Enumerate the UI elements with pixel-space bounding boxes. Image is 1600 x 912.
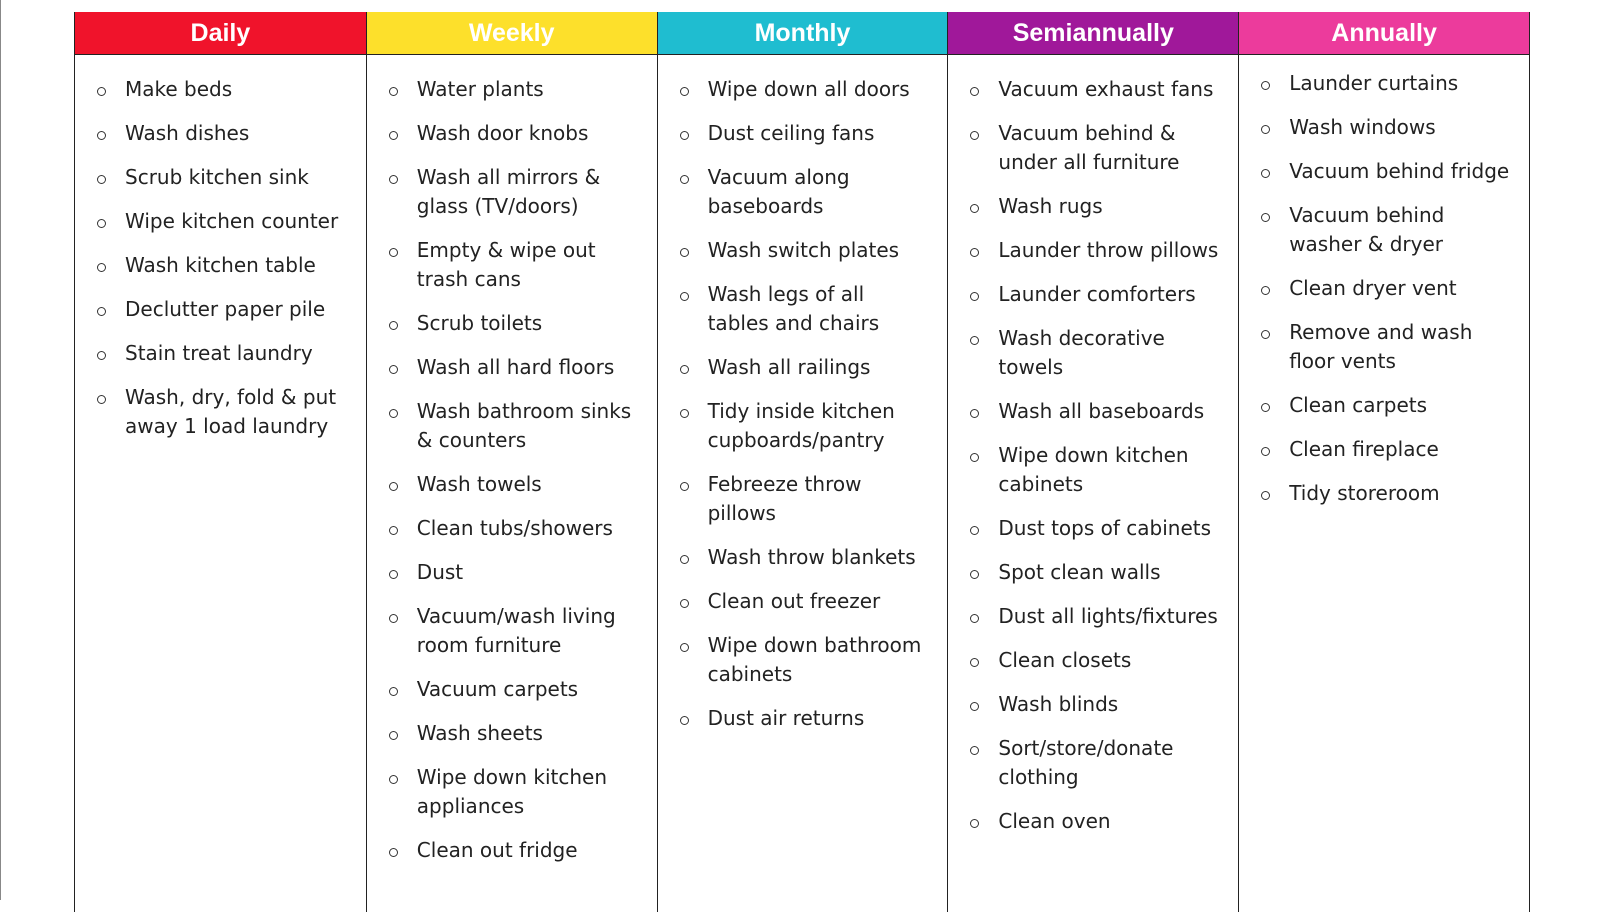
circle-bullet-icon: [970, 248, 979, 257]
task-text: Launder comforters: [998, 282, 1196, 306]
task-text: Wipe down all doors: [707, 77, 910, 101]
task-item: [970, 324, 1222, 382]
task-item: [389, 397, 641, 455]
circle-bullet-icon: [1261, 81, 1270, 90]
task-text: Dust all lights/fixtures: [998, 604, 1218, 628]
circle-bullet-icon: [389, 87, 398, 96]
column-weekly: [366, 12, 657, 912]
circle-bullet-icon: [97, 87, 106, 96]
column-header-weekly: Weekly: [367, 12, 657, 55]
task-item: [1261, 318, 1513, 376]
task-item: [389, 353, 641, 382]
task-item: [389, 602, 641, 660]
task-item: [680, 470, 932, 528]
circle-bullet-icon: [1261, 330, 1270, 339]
task-item: [389, 75, 641, 104]
task-item: [1261, 479, 1513, 508]
task-text: Vacuum exhaust fans: [998, 77, 1214, 101]
task-item: [389, 309, 641, 338]
column-daily: [75, 12, 366, 912]
circle-bullet-icon: [1261, 403, 1270, 412]
circle-bullet-icon: [389, 775, 398, 784]
task-text: Wash all baseboards: [998, 399, 1205, 423]
task-text: Wipe down bathroom cabinets: [707, 633, 922, 686]
task-item: [970, 280, 1222, 309]
task-text: Wash sheets: [416, 721, 543, 745]
task-item: [97, 163, 350, 192]
column-semiannually: [947, 12, 1238, 912]
task-text: Water plants: [416, 77, 544, 101]
task-text: Wipe down kitchen cabinets: [998, 443, 1189, 496]
task-item: [389, 558, 641, 587]
task-list: [367, 55, 657, 865]
circle-bullet-icon: [389, 131, 398, 140]
task-text: Wash all mirrors & glass (TV/doors): [416, 165, 601, 218]
task-item: [970, 514, 1222, 543]
task-item: [1261, 435, 1513, 464]
page-edge: [0, 0, 1, 900]
task-text: Launder curtains: [1289, 71, 1459, 95]
circle-bullet-icon: [1261, 125, 1270, 134]
circle-bullet-icon: [97, 307, 106, 316]
circle-bullet-icon: [970, 526, 979, 535]
column-annually: [1238, 12, 1529, 912]
circle-bullet-icon: [970, 658, 979, 667]
circle-bullet-icon: [680, 87, 689, 96]
circle-bullet-icon: [389, 482, 398, 491]
task-item: [1261, 274, 1513, 303]
task-text: Clean carpets: [1289, 393, 1428, 417]
circle-bullet-icon: [970, 570, 979, 579]
task-item: [680, 587, 932, 616]
task-item: [970, 807, 1222, 836]
task-text: Tidy storeroom: [1289, 481, 1440, 505]
task-item: [970, 75, 1222, 104]
circle-bullet-icon: [389, 248, 398, 257]
task-item: [1261, 113, 1513, 142]
task-list: [948, 55, 1238, 836]
task-text: Stain treat laundry: [125, 341, 313, 365]
task-item: [389, 470, 641, 499]
cleaning-schedule-table: [74, 12, 1530, 912]
task-text: Clean out freezer: [707, 589, 881, 613]
column-header-monthly: Monthly: [658, 12, 948, 55]
circle-bullet-icon: [1261, 447, 1270, 456]
task-item: [97, 251, 350, 280]
task-list: [658, 55, 948, 733]
task-text: Febreeze throw pillows: [707, 472, 862, 525]
task-text: Wipe down kitchen appliances: [416, 765, 608, 818]
task-text: Vacuum/wash living room furniture: [416, 604, 616, 657]
task-text: Wash bathroom sinks & counters: [416, 399, 632, 452]
task-item: [389, 836, 641, 865]
circle-bullet-icon: [97, 175, 106, 184]
task-item: [680, 543, 932, 572]
task-text: Wash throw blankets: [707, 545, 916, 569]
circle-bullet-icon: [97, 263, 106, 272]
task-text: Wash all railings: [707, 355, 871, 379]
task-item: [970, 119, 1222, 177]
task-item: [970, 236, 1222, 265]
circle-bullet-icon: [1261, 213, 1270, 222]
circle-bullet-icon: [680, 643, 689, 652]
task-item: [680, 236, 932, 265]
task-text: Wash kitchen table: [125, 253, 316, 277]
circle-bullet-icon: [97, 131, 106, 140]
task-text: Wash, dry, fold & put away 1 load laundry: [125, 385, 337, 438]
column-monthly: [657, 12, 948, 912]
task-text: Vacuum behind fridge: [1289, 159, 1510, 183]
circle-bullet-icon: [680, 365, 689, 374]
task-item: [680, 397, 932, 455]
task-text: Dust tops of cabinets: [998, 516, 1212, 540]
task-text: Wash door knobs: [416, 121, 589, 145]
task-text: Tidy inside kitchen cupboards/pantry: [707, 399, 895, 452]
task-item: [97, 119, 350, 148]
circle-bullet-icon: [389, 365, 398, 374]
task-item: [97, 207, 350, 236]
circle-bullet-icon: [1261, 286, 1270, 295]
task-item: [1261, 391, 1513, 420]
column-header-daily: Daily: [75, 12, 366, 55]
task-text: Clean fireplace: [1289, 437, 1439, 461]
circle-bullet-icon: [680, 175, 689, 184]
task-text: Wipe kitchen counter: [125, 209, 339, 233]
task-item: [97, 383, 350, 441]
task-item: [680, 280, 932, 338]
task-text: Wash legs of all tables and chairs: [707, 282, 880, 335]
task-text: Vacuum carpets: [416, 677, 579, 701]
task-item: [389, 514, 641, 543]
circle-bullet-icon: [389, 614, 398, 623]
task-item: [970, 558, 1222, 587]
circle-bullet-icon: [389, 731, 398, 740]
task-text: Clean closets: [998, 648, 1132, 672]
task-item: [97, 75, 350, 104]
task-list: [75, 55, 366, 441]
task-item: [97, 295, 350, 324]
task-item: [389, 236, 641, 294]
circle-bullet-icon: [389, 321, 398, 330]
circle-bullet-icon: [97, 351, 106, 360]
task-item: [970, 441, 1222, 499]
task-text: Remove and wash floor vents: [1289, 320, 1473, 373]
circle-bullet-icon: [97, 219, 106, 228]
circle-bullet-icon: [97, 395, 106, 404]
task-item: [389, 763, 641, 821]
task-text: Empty & wipe out trash cans: [416, 238, 596, 291]
task-text: Clean oven: [998, 809, 1111, 833]
task-item: [1261, 69, 1513, 98]
task-text: Wash dishes: [125, 121, 250, 145]
task-text: Launder throw pillows: [998, 238, 1219, 262]
circle-bullet-icon: [970, 131, 979, 140]
task-text: Clean dryer vent: [1289, 276, 1457, 300]
task-item: [1261, 201, 1513, 259]
task-text: Wash towels: [416, 472, 542, 496]
task-item: [1261, 157, 1513, 186]
circle-bullet-icon: [680, 409, 689, 418]
circle-bullet-icon: [680, 482, 689, 491]
circle-bullet-icon: [680, 131, 689, 140]
task-item: [970, 602, 1222, 631]
task-item: [680, 631, 932, 689]
circle-bullet-icon: [389, 848, 398, 857]
circle-bullet-icon: [970, 453, 979, 462]
column-header-annually: Annually: [1239, 12, 1529, 55]
task-item: [970, 690, 1222, 719]
circle-bullet-icon: [970, 614, 979, 623]
task-text: Make beds: [125, 77, 233, 101]
circle-bullet-icon: [680, 292, 689, 301]
task-text: Wash all hard floors: [416, 355, 615, 379]
task-text: Dust ceiling fans: [707, 121, 875, 145]
circle-bullet-icon: [389, 526, 398, 535]
task-text: Vacuum behind & under all furniture: [998, 121, 1180, 174]
task-text: Wash rugs: [998, 194, 1103, 218]
task-text: Scrub toilets: [416, 311, 543, 335]
column-header-semiannually: Semiannually: [948, 12, 1238, 55]
circle-bullet-icon: [389, 570, 398, 579]
circle-bullet-icon: [389, 175, 398, 184]
task-list: [1239, 55, 1529, 508]
circle-bullet-icon: [1261, 491, 1270, 500]
circle-bullet-icon: [1261, 169, 1270, 178]
circle-bullet-icon: [970, 819, 979, 828]
task-text: Dust: [416, 560, 464, 584]
task-item: [970, 734, 1222, 792]
task-text: Wash windows: [1289, 115, 1436, 139]
task-item: [389, 163, 641, 221]
task-text: Declutter paper pile: [125, 297, 326, 321]
task-text: Vacuum along baseboards: [707, 165, 850, 218]
task-text: Wash switch plates: [707, 238, 900, 262]
task-item: [680, 704, 932, 733]
circle-bullet-icon: [970, 87, 979, 96]
task-text: Vacuum behind washer & dryer: [1289, 203, 1445, 256]
circle-bullet-icon: [970, 292, 979, 301]
circle-bullet-icon: [389, 409, 398, 418]
task-text: Wash decorative towels: [998, 326, 1165, 379]
task-item: [680, 353, 932, 382]
task-text: Wash blinds: [998, 692, 1119, 716]
circle-bullet-icon: [970, 409, 979, 418]
task-item: [97, 339, 350, 368]
task-text: Spot clean walls: [998, 560, 1161, 584]
circle-bullet-icon: [389, 687, 398, 696]
task-item: [970, 646, 1222, 675]
task-item: [970, 397, 1222, 426]
circle-bullet-icon: [680, 555, 689, 564]
circle-bullet-icon: [970, 746, 979, 755]
circle-bullet-icon: [970, 336, 979, 345]
task-item: [970, 192, 1222, 221]
circle-bullet-icon: [680, 599, 689, 608]
circle-bullet-icon: [970, 702, 979, 711]
task-item: [680, 75, 932, 104]
task-text: Scrub kitchen sink: [125, 165, 309, 189]
circle-bullet-icon: [680, 716, 689, 725]
task-text: Clean tubs/showers: [416, 516, 613, 540]
task-text: Clean out fridge: [416, 838, 578, 862]
circle-bullet-icon: [680, 248, 689, 257]
task-text: Sort/store/donate clothing: [998, 736, 1174, 789]
circle-bullet-icon: [970, 204, 979, 213]
task-text: Dust air returns: [707, 706, 865, 730]
task-item: [389, 719, 641, 748]
task-item: [389, 675, 641, 704]
task-item: [389, 119, 641, 148]
task-item: [680, 163, 932, 221]
task-item: [680, 119, 932, 148]
